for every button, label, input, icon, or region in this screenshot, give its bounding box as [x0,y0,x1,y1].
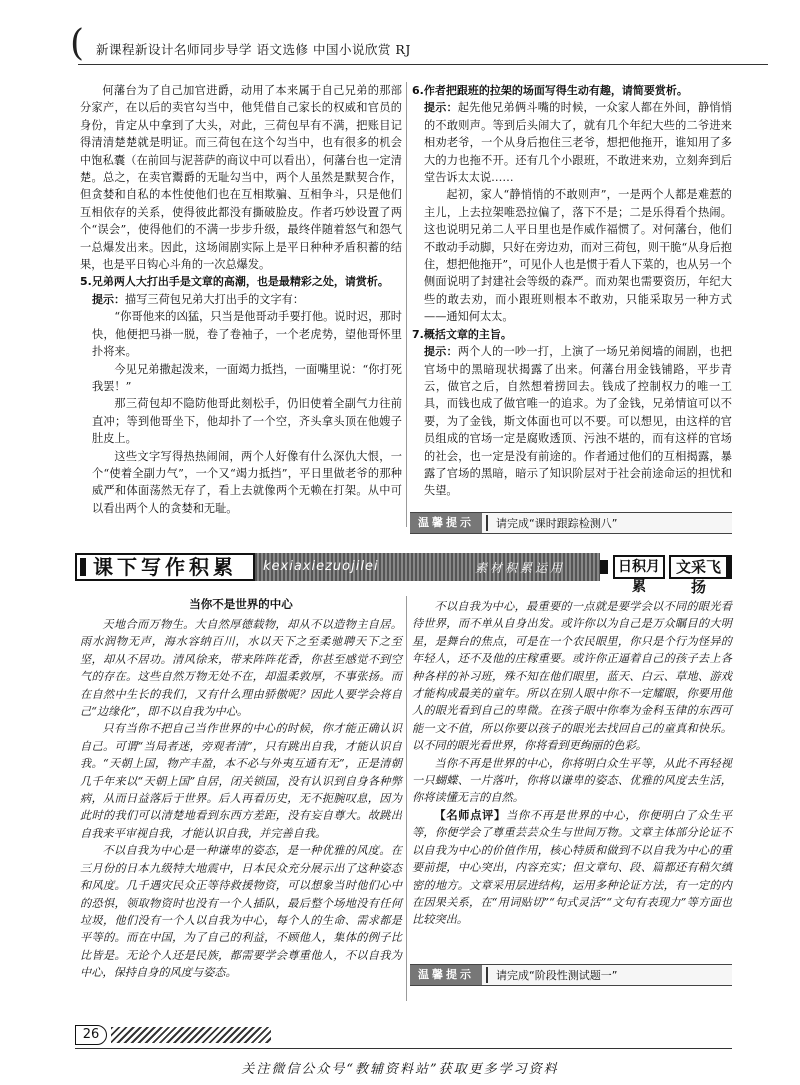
tip-bar [410,964,732,986]
page-number-hatch [111,1027,271,1043]
question-6-hint [412,99,732,186]
essay-title: 当你不是世界的中心 [189,597,293,611]
quote-paragraph: “你哥他来的凶猛，只当是他哥动手要打他。说时迟，那时快，他便把马褂一脱，卷了卷袖子，一个老虎势，望他哥怀里扑将来。 [92,310,402,359]
comment-text: 当你不再是世界的中心，你便明白了众生平等，你便学会了尊重芸芸众生与世间万物。文章主体部分论证不以自我为中心的价值作用，核心特质和做到不以自我为中心的重要前提，中心突出，内容充实；但文章句、段、篇都还有稍欠缜密的地方。文章采用层进结构，运用多种论证方法，有一定的内在因果关系，在“用词贴切”“句式灵活”“文句有表现力”等方面也比较突出。 [412,808,732,927]
essay-paragraph: 只有当你不把自己当作世界的中心的时候，你才能正确认识自己。可谓“当局者迷，旁观者清”，只有跳出自我，才能认识自我。“天朝上国，物产丰盈，本不必与外夷互通有无”，正是清朝几千年来以“天朝上国”自居，闭关锁国，没有认识到自身各种弊病，从而日益落后于世界。后人再看历史，无不扼腕叹息，因为此时的我们可以清楚地看到东西方差距，没有妄自尊大。故跳出自我来平审视自我，才能认识自我，并完善自我。 [80,722,402,840]
page-number-tab [75,1025,275,1047]
banner-pinyin: kexiaxiezuojilei [263,559,379,574]
page-number: 26 [75,1025,107,1045]
page-header [70,23,768,70]
column-right-upper [412,82,732,500]
essay-paragraph: 天地合而万物生。大自然厚德载物，却从不以造物主自居。雨水润物无声，海水容纳百川，水以天下之至柔驰聘天下之至坚，却从不居功。清风徐来，带来阵阵花香，你甚至感觉不到空气的存在。这些自然万物无处不在，却温柔敦厚，不事张扬。而在自然中生长的我们，又有什么理由骄傲呢？因此人要学会将自己“边缘化”，即不以自我为中心。 [80,618,402,719]
footer-note: 关注微信公众号“教辅资料站”获取更多学习资料 [241,1062,559,1077]
tip-separator [486,967,488,983]
tip-text: 请完成“阶段性测试题一” [496,969,618,982]
hint-text: 起先他兄弟俩斗嘴的时候，一众家人都在外间，静悄悄的不敢则声。等到后头闹大了，就有几个年纪大些的二爷进来相劝老爷，一个从身后抱住三老爷，想把他拖开，谁知用了多大的力也拖不开。还有几个小跟班，不敢进来劝，立刻奔到后堂告诉太太说…… [424,101,732,185]
question-7-hint [412,343,732,500]
essay-paragraph: 当你不再是世界的中心，你将明白众生平等，从此不再轻视一只蝴蝶、一片落叶，你将以谦卑的姿态、优雅的风度去生活，你将读懂无言的自然。 [412,756,732,805]
column-divider [406,82,407,527]
analysis-paragraph: 起初，家人“静悄悄的不敢则声”，一是两个人都是难惹的主儿，上去拉架唯恐拉偏了，落下不是；二是乐得看个热闹。这也说明兄弟二人平日里也是作威作福惯了。对何藩台，他们不敢动手动脚，只好在旁边劝，而对三荷包，则干脆“从身后抱住，想把他拖开”，可见仆人也是惯于看人下菜的，也从另一个侧面说明了封建社会等级的森严。而劝架也需要资历，年纪大些的敢去劝，而小跟班则根本不敢劝，只能采取另一种方式——通知何太太。 [424,188,732,324]
column-left-upper [80,82,402,517]
hint-label: 提示： [424,345,458,359]
hint-label: 提示： [92,292,125,306]
hint-label: 提示： [424,101,458,115]
tip-text: 请完成“课时跟踪检测八” [496,517,618,530]
question-6: 6.作者把跟班的拉架的场面写得生动有趣，请简要赏析。 [412,84,688,97]
question-5: 5.兄弟两人大打出手是文章的高潮，也是最精彩之处，请赏析。 [80,275,389,289]
column-divider [406,596,407,1001]
header-title: 新课程新设计名师同步导学 语文选修 中国小说欣赏 RJ [96,42,411,57]
banner-tag-daily: 日积月累 [613,555,665,579]
header-rule [78,64,768,65]
section-banner [75,551,732,596]
paragraph: 何藩台为了自己加官进爵，动用了本来属于自己兄弟的那部分家产，在以后的卖官勾当中，他凭借自己家长的权威和官员的身份，肯定从中拿到了大头，对此，三荷包早有不满，把账目记得清清楚楚就是明证。而三荷包在这个勾当中，也有很多的机会中饱私囊（在前回与泥菩萨的商议中可以看出），何藩台也一定清楚。总之，在卖官鬻爵的无耻勾当中，两个人虽然是默契合作，但贪婪和自私的本性使他们也在互相欺骗、互相争斗，只是他们互相依存的关系，使得彼此都没有撕破脸皮。作者巧妙设置了两个“误会”，使得他们的不满一步步升级，最终伴随着怒气和怨气一总爆发出来。因此，这场闹剧实际上是平日种种矛盾积蓄的结果，也是平日钩心斗角的一次总爆发。 [80,84,402,272]
essay-paragraph: 不以自我为中心是一种谦卑的姿态，是一种优雅的风度。在三月份的日本九级特大地震中，日本民众充分展示出了这种姿态和风度。几千遇灾民众正等待救援物资，可以想象当时他们心中的恐惧，领取物资时也没有一个人插队，最后整个场地没有任何垃圾，他们没有一个人以自我为中心，每个人的生命、需求都是平等的。而在中国，为了自己的利益，不顾他人，集体的例子比比皆是。无论个人还是民族，都需要学会尊重他人，不以自我为中心，保持自身的风度与姿态。 [80,844,402,980]
question-7: 7.概括文章的主旨。 [412,327,512,341]
quote-paragraph: 那三荷包却不隐防他哥此刻松手，仍旧使着全副气力往前直冲；等到他哥坐下，他却扑了一个空，齐头拿头顶在他嫂子肚皮上。 [92,397,402,446]
quote-paragraph: 今见兄弟撒起泼来，一面竭力抵挡，一面嘴里说：“你打死我罢！” [92,362,402,393]
tip-label: 温馨提示 [410,965,482,985]
essay-column-right [412,598,732,929]
tip-label: 温馨提示 [410,513,482,533]
banner-block-icon [600,560,608,574]
banner-title: 课下写作积累 [75,553,255,581]
analysis-paragraph: 这些文字写得热热闹闹，两个人好像有什么深仇大恨，一个“使着全副力气”，一个又“竭力抵挡”，平日里做老爷的那种威严和体面荡然无存了，看上去就像两个无赖在打架。从中可以看出两个人的贪婪和无耻。 [92,449,402,515]
teacher-comment [412,807,732,929]
banner-tag-style: 文采飞扬 [669,555,732,579]
banner-subtitle: 素材积累运用 [475,561,566,575]
comment-label: 【名师点评】 [434,808,506,822]
essay-column-left [80,616,402,982]
tip-separator [486,515,488,531]
footer-rule [75,1048,732,1049]
hint-text: 描写三荷包兄弟大打出手的文字有： [125,292,305,306]
essay-paragraph: 不以自我为中心，最重要的一点就是要学会以不同的眼光看待世界，而不单从自身出发。或许你以为自己是万众瞩目的大明星，是舞台的焦点，可是在一个农民眼里，你只是个行为怪异的年轻人，还不及他的庄稼重要。或许你正逼着自己的孩子去上各种各样的补习班，殊不知在他们眼里，蓝天、白云、草地、游戏才能构成最美的童年。所以在别人眼中你不一定耀眼，你要用他人的眼光看到自己的卑微。在孩子眼中你奉为金科玉律的东西可能一文不值，所以你要以孩子的眼光去找回自己的童真和快乐。以不同的眼光看世界，你将看到更绚丽的色彩。 [412,600,732,753]
question-5-hint [80,291,402,308]
tip-bar [410,512,732,534]
header-bracket-icon: ( [70,23,85,64]
hint-text: 两个人的一吵一打，上演了一场兄弟阋墙的闹剧，也把官场中的黑暗现状揭露了出来。何藩台用金钱铺路，平步青云，做官之后，自然想着捞回去。钱成了控制权力的唯一工具，而钱也成了做官唯一的追求。为了金钱，兄弟情谊可以不要，为了金钱，斯文体面也可以不要。可以想见，由这样的官员组成的官场一定是腐败透顶、污浊不堪的，而有这样的官场的社会，也一定是没有前途的。作者通过他们的互相揭露，暴露了官场的黑暗，暗示了知识阶层对于社会前途命运的担忧和失望。 [424,345,732,498]
